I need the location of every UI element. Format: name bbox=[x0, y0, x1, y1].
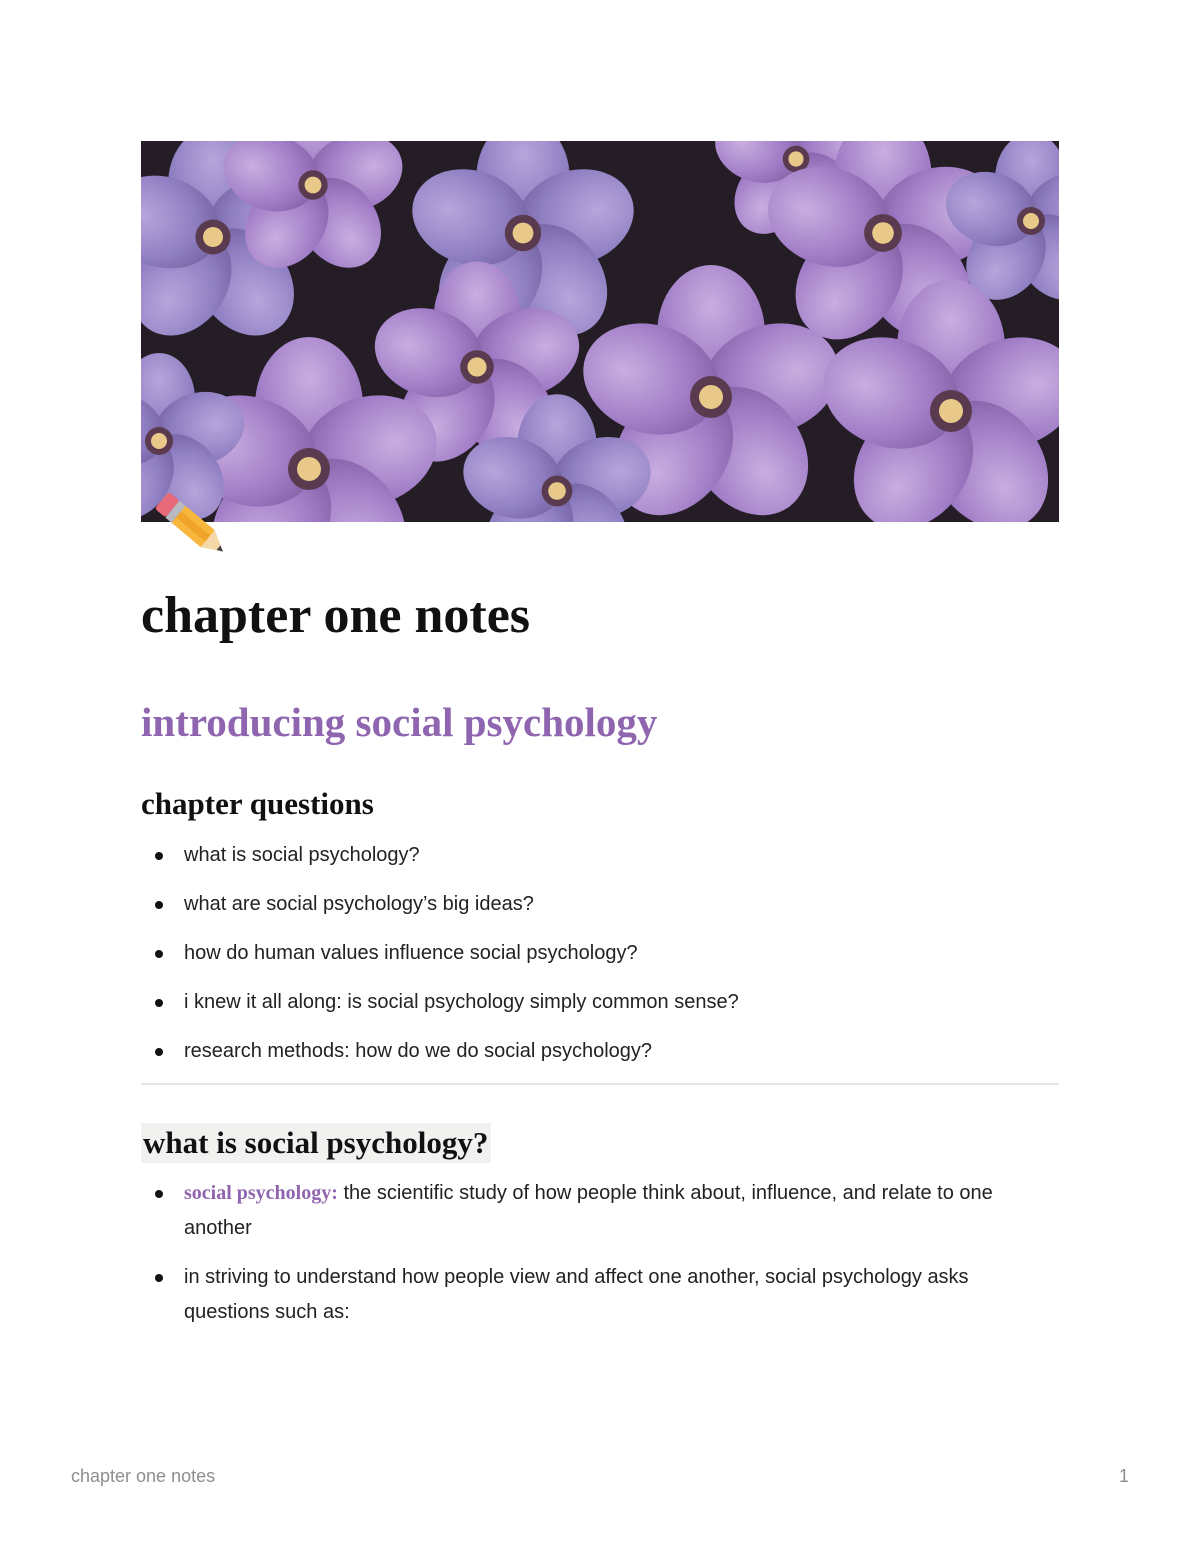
list-item-text: i knew it all along: is social psychology simply common sense? bbox=[184, 991, 739, 1013]
chapter-questions-list bbox=[141, 838, 1059, 1083]
bullet-icon bbox=[155, 852, 163, 860]
divider bbox=[141, 1083, 1059, 1085]
bullet-icon bbox=[155, 1048, 163, 1056]
list-item bbox=[141, 1176, 1059, 1246]
cover-image bbox=[141, 141, 1059, 522]
list-item-text: what are social psychology’s big ideas? bbox=[184, 893, 534, 915]
list-item-text: how do human values influence social psychology? bbox=[184, 942, 638, 964]
heading-introducing: introducing social psychology bbox=[141, 699, 658, 745]
list-item bbox=[141, 985, 1059, 1020]
bullet-icon bbox=[155, 999, 163, 1007]
bullet-icon bbox=[155, 901, 163, 909]
page-title: chapter one notes bbox=[141, 587, 531, 644]
list-item bbox=[141, 1260, 1059, 1330]
heading-chapter-questions: chapter questions bbox=[141, 786, 374, 821]
list-item-text: in striving to understand how people view and affect one another, social psychology asks questions such as: bbox=[184, 1266, 969, 1323]
heading-what-is-social-psychology: what is social psychology? bbox=[141, 1123, 491, 1163]
list-item bbox=[141, 838, 1059, 873]
bullet-icon bbox=[155, 950, 163, 958]
list-item bbox=[141, 936, 1059, 971]
list-item-text: research methods: how do we do social psychology? bbox=[184, 1040, 653, 1062]
what-is-list bbox=[141, 1176, 1059, 1344]
bullet-icon bbox=[155, 1274, 163, 1282]
list-item bbox=[141, 1034, 1059, 1069]
pencil-icon bbox=[146, 484, 236, 568]
bullet-icon bbox=[155, 1190, 163, 1198]
definition-text: the scientific study of how people think about, influence, and relate to one another bbox=[184, 1182, 993, 1239]
footer-title: chapter one notes bbox=[71, 1466, 216, 1486]
list-item bbox=[141, 887, 1059, 922]
footer-page-number: 1 bbox=[1118, 1466, 1129, 1486]
definition-term: social psychology: bbox=[184, 1182, 338, 1204]
list-item-text: what is social psychology? bbox=[184, 844, 420, 866]
